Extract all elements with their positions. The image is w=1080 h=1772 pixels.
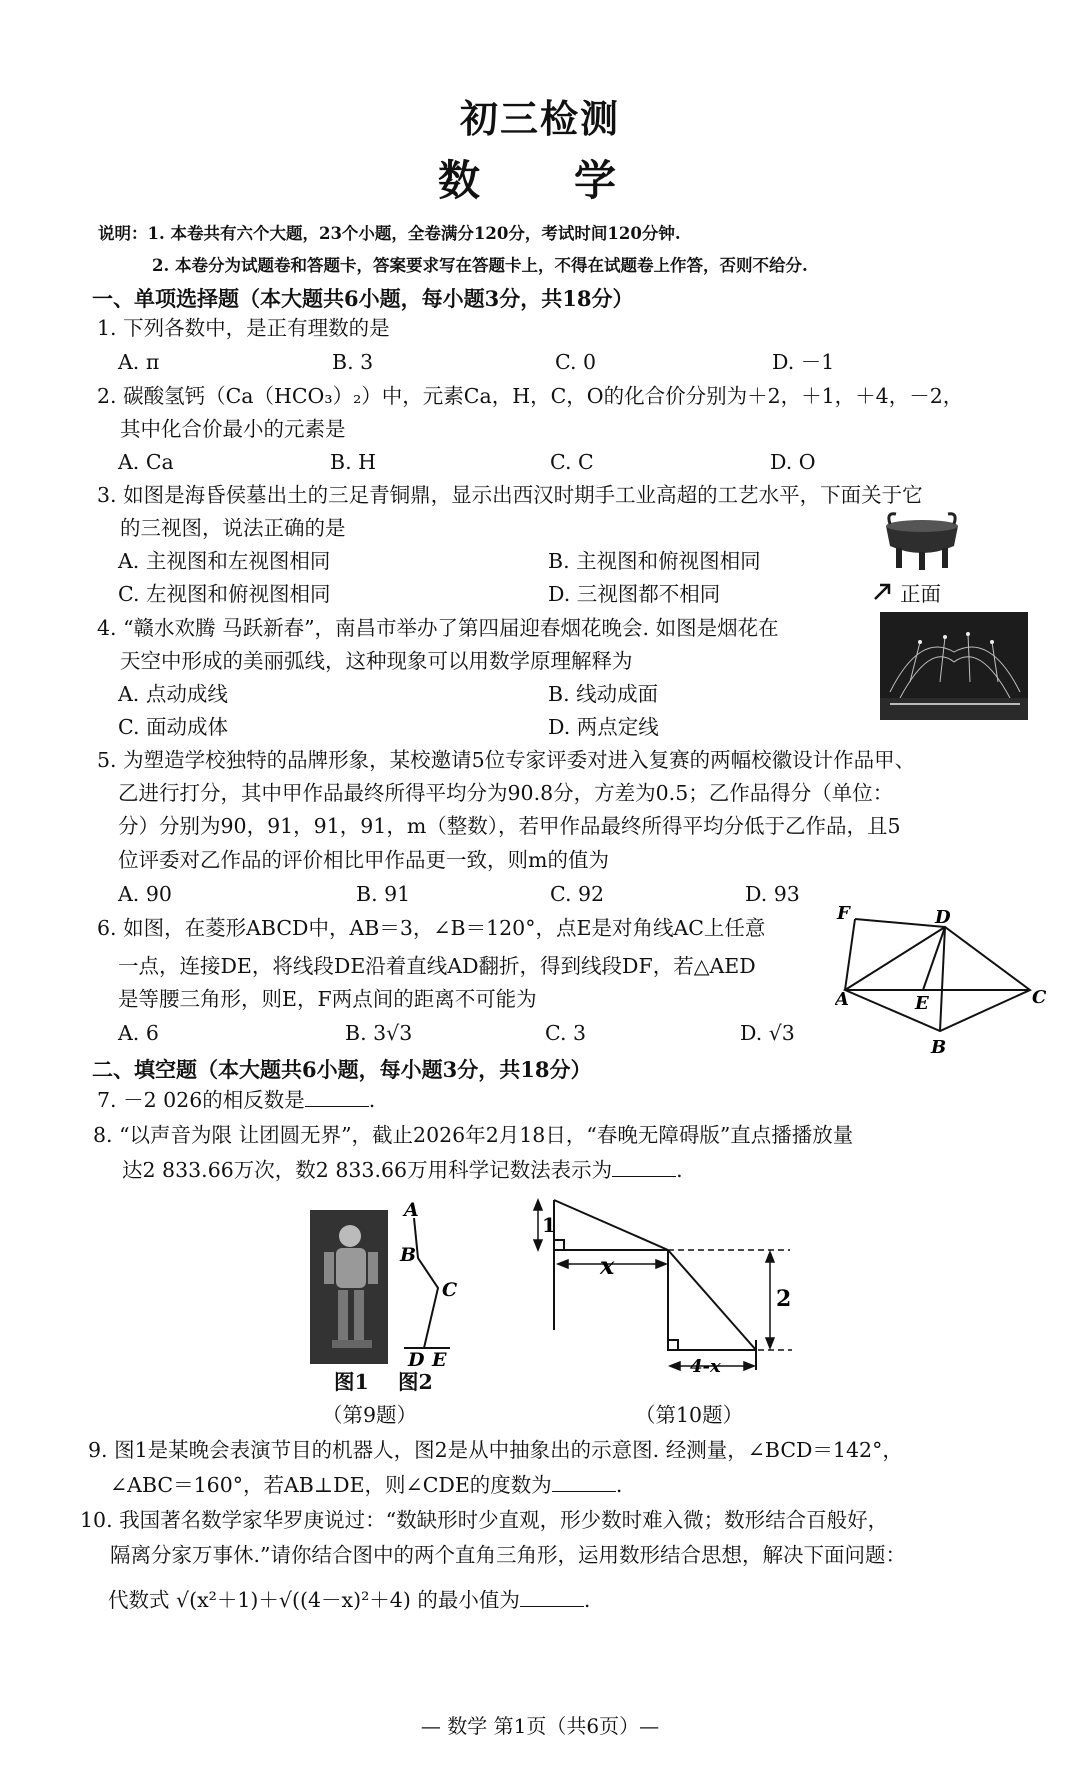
q2-option-b: B. H [330, 450, 376, 474]
rhombus-figure [835, 905, 1050, 1063]
q5-stem-1: 5. 为塑造学校独特的品牌形象，某校邀请5位专家评委对进入复赛的两幅校徽设计作品甲、 [97, 748, 916, 772]
q5-stem-3: 分）分别为90，91，91，91，m（整数），若甲作品最终所得平均分低于乙作品，且5 [118, 814, 901, 838]
q1-option-a: A. π [118, 350, 160, 374]
fig10-caption: （第10题） [635, 1403, 744, 1427]
q4-option-d: D. 两点定线 [548, 715, 659, 739]
q1-option-d: D. －1 [772, 350, 835, 374]
triangles-figure [530, 1190, 800, 1385]
q9-answer-blank [552, 1475, 616, 1492]
q9-stem-2: ∠ABC＝160°，若AB⊥DE，则∠CDE的度数为 . [110, 1473, 623, 1497]
q6-option-d: D. √3 [740, 1021, 795, 1045]
q5-option-b: B. 91 [356, 882, 411, 906]
section-1-heading: 一、单项选择题（本大题共6小题，每小题3分，共18分） [92, 286, 634, 311]
fig10-x: x [600, 1251, 615, 1280]
q4-option-b: B. 线动成面 [548, 682, 659, 706]
q10-answer-blank [520, 1590, 584, 1607]
robot-photo [310, 1210, 388, 1364]
fig9-label-e: E [432, 1349, 447, 1368]
robot-schematic [390, 1198, 470, 1368]
q9-stem-1: 9. 图1是某晚会表演节目的机器人，图2是从中抽象出的示意图. 经测量，∠BCD＝142°， [88, 1438, 903, 1462]
q8-answer-blank [612, 1160, 676, 1177]
q1-stem: 1. 下列各数中，是正有理数的是 [97, 316, 390, 340]
q7-stem: 7. －2 026的相反数是 . [97, 1088, 376, 1112]
q10-expression: √(x²＋1)＋√((4－x)²＋4) [176, 1588, 411, 1612]
q10-stem-1: 10. 我国著名数学家华罗庚说过：“数缺形时少直观，形少数时难入微；数形结合百般好， [80, 1508, 889, 1532]
q6-option-b: B. 3√3 [345, 1021, 413, 1045]
fig9-label-a: A [404, 1199, 419, 1221]
exam-title: 初三检测 [459, 96, 620, 141]
fig9-label-c: C [442, 1279, 458, 1301]
fig9-figure2-label: 图2 [398, 1370, 433, 1394]
subject-title: 数 学 [437, 156, 642, 205]
q2-option-d: D. O [770, 450, 816, 474]
q4-stem-1: 4. “赣水欢腾 马跃新春”，南昌市举办了第四届迎春烟花晚会. 如图是烟花在 [97, 616, 779, 640]
q5-stem-2: 乙进行打分，其中甲作品最终所得平均分为90.8分，方差为0.5；乙作品得分（单位： [118, 781, 894, 805]
q6-option-c: C. 3 [545, 1021, 587, 1045]
bronze-ding-image [878, 512, 966, 572]
q2-stem-2: 其中化合价最小的元素是 [120, 417, 346, 441]
label-b: B [931, 1037, 947, 1058]
label-f: F [837, 905, 850, 924]
note-1: 说明：1. 本卷共有六个大题，23个小题，全卷满分120分，考试时间120分钟. [98, 224, 681, 243]
q3-option-b: B. 主视图和俯视图相同 [548, 549, 761, 573]
q2-stem-1: 2. 碳酸氢钙（Ca（HCO₃）₂）中，元素Ca，H，C，O的化合价分别为＋2，＋1，＋4，－2， [97, 384, 964, 408]
q3-stem-1: 3. 如图是海昏侯墓出土的三足青铜鼎，显示出西汉时期手工业高超的工艺水平，下面关于它 [97, 483, 923, 507]
label-a: A [835, 989, 849, 1010]
q8-stem-1: 8. “以声音为限 让团圆无界”，截止2026年2月18日，“春晚无障碍版”直点播播放量 [93, 1123, 854, 1147]
fig9-label-b: B [400, 1244, 417, 1266]
q5-option-c: C. 92 [550, 882, 605, 906]
label-d: D [935, 907, 951, 928]
q3-option-d: D. 三视图都不相同 [548, 582, 721, 606]
note-2: 2. 本卷分为试题卷和答题卡，答案要求写在答题卡上，不得在试题卷上作答，否则不给分. [152, 256, 808, 275]
section-2-heading: 二、填空题（本大题共6小题，每小题3分，共18分） [92, 1057, 592, 1082]
q3-stem-2: 的三视图，说法正确的是 [120, 516, 346, 540]
q6-stem-3: 是等腰三角形，则E，F两点间的距离不可能为 [118, 987, 537, 1011]
front-view-label: 正面 [900, 582, 941, 606]
fig9-figure1-label: 图1 [334, 1370, 369, 1394]
q8-stem-2: 达2 833.66万次，数2 833.66万用科学记数法表示为 . [122, 1158, 683, 1182]
fireworks-image [880, 612, 1028, 720]
fig10-two: 2 [776, 1286, 792, 1312]
q6-option-a: A. 6 [118, 1021, 159, 1045]
q3-option-a: A. 主视图和左视图相同 [118, 549, 331, 573]
q5-option-a: A. 90 [118, 882, 172, 906]
q6-stem-1: 6. 如图，在菱形ABCD中，AB＝3，∠B＝120°，点E是对角线AC上任意 [97, 916, 766, 940]
fig10-four-minus-x: 4-x [690, 1356, 721, 1377]
fig10-one: 1 [542, 1213, 556, 1237]
q10-stem-2: 隔离分家万事休.”请你结合图中的两个直角三角形，运用数形结合思想，解决下面问题： [110, 1543, 906, 1567]
q4-option-c: C. 面动成体 [118, 715, 228, 739]
arrow-icon [872, 580, 894, 602]
q4-stem-2: 天空中形成的美丽弧线，这种现象可以用数学原理解释为 [120, 649, 633, 673]
q4-option-a: A. 点动成线 [118, 682, 228, 706]
q1-option-c: C. 0 [555, 350, 597, 374]
q3-option-c: C. 左视图和俯视图相同 [118, 582, 331, 606]
fig9-label-d: D [408, 1349, 425, 1368]
q5-option-d: D. 93 [745, 882, 800, 906]
page-footer: — 数学 第1页（共6页）— [420, 1714, 660, 1738]
q2-option-a: A. Ca [118, 450, 174, 474]
label-e: E [915, 993, 929, 1014]
q5-stem-4: 位评委对乙作品的评价相比甲作品更一致，则m的值为 [118, 848, 609, 872]
q1-option-b: B. 3 [332, 350, 374, 374]
label-c: C [1032, 987, 1047, 1008]
fig9-caption: （第9题） [322, 1403, 418, 1427]
q7-answer-blank [305, 1090, 369, 1107]
q2-option-c: C. C [550, 450, 594, 474]
q10-stem-3: 代数式 √(x²＋1)＋√((4－x)²＋4) 的最小值为 . [108, 1588, 591, 1612]
q6-stem-2: 一点，连接DE，将线段DE沿着直线AD翻折，得到线段DF，若△AED [118, 954, 756, 978]
